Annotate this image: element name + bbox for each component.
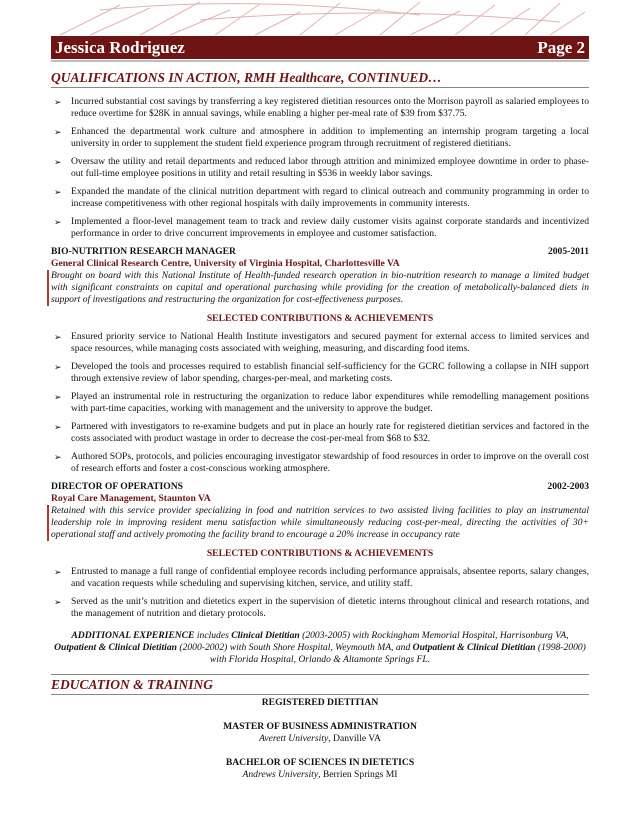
additional-experience-label: ADDITIONAL EXPERIENCE bbox=[71, 630, 195, 641]
header-decoration bbox=[0, 0, 638, 40]
degree: BACHELOR OF SCIENCES IN DIETETICS bbox=[225, 757, 415, 768]
qualifications-list bbox=[51, 96, 589, 240]
school: Averett University, Danville VA bbox=[259, 733, 381, 744]
arrow-bullet-icon: ➢ bbox=[54, 392, 62, 402]
list-item: ➢ Authored SOPs, protocols, and policies encouraging investigator stewardship of food resources in order to improve on the overall cost of research efforts and foster a cost-conscious working atmosphere. bbox=[54, 451, 589, 474]
additional-experience: ADDITIONAL EXPERIENCE includes Clinical Dietitian (2003-2005) with Rockingham Memorial Hospital, Harrisonburg VA, Outpatient & Clinical Dietitian (2000-2002) with South Shore Hospital, Weymouth MA, and Outpatient & Clinical Dietitian (1998-2000) with Florida Hospital, Orlando & Altamonte Springs FL. bbox=[54, 630, 586, 665]
employer: Royal Care Management, Staunton VA bbox=[51, 493, 211, 504]
list-item: ➢ Partnered with investigators to re-examine budgets and put in place an hourly rate for registered dietitian services and factored in the costs associated with product wastage in order to decrease the cost-per-meal from $68 to $32. bbox=[54, 421, 589, 444]
arrow-bullet-icon: ➢ bbox=[54, 332, 62, 342]
list-item: ➢ Expanded the mandate of the clinical nutrition department with regard to clinical outreach and community programming in order to increase competitiveness with other regional hospitals with daily improvements in community interests. bbox=[54, 186, 589, 209]
arrow-bullet-icon: ➢ bbox=[54, 217, 62, 227]
list-item: ➢ Developed the tools and processes required to establish financial self-sufficiency for the GCRC following a collapse in NIH support through extensive review of labor spending, charges-per-meal, and marketing costs. bbox=[54, 361, 589, 384]
job-summary: Retained with this service provider specializing in food and nutrition services to two assisted living facilities to play an instrumental leadership role in improving resident menu satisfaction while simultaneously reducing cost-per-meal, directing the activities of 30+ operational staff and actively promoting the facility brand to encourage a 20% increase in occupancy rate bbox=[47, 505, 589, 541]
contributions-heading: SELECTED CONTRIBUTIONS & ACHIEVEMENTS bbox=[206, 548, 434, 559]
arrow-bullet-icon: ➢ bbox=[54, 567, 62, 577]
job-achievements-list bbox=[51, 331, 589, 475]
name-bar bbox=[51, 36, 589, 59]
list-item: ➢ Ensured priority service to National Health Institute investigators and secured payment for external access to limited services and space resources, while managing costs associated with weighing, measuring, and discarding food items. bbox=[54, 331, 589, 354]
job-title: DIRECTOR OF OPERATIONS bbox=[51, 481, 184, 492]
arrow-bullet-icon: ➢ bbox=[54, 362, 62, 372]
education-heading: EDUCATION & TRAINING bbox=[51, 674, 589, 695]
list-item: ➢ Entrusted to manage a full range of confidential employee records including performance appraisals, absentee reports, salary changes, and vacation requests while scheduling and supervising kitchen, service, and utility staff. bbox=[54, 566, 589, 589]
arrow-bullet-icon: ➢ bbox=[54, 187, 62, 197]
arrow-bullet-icon: ➢ bbox=[54, 97, 62, 107]
job-dates: 2002-2003 bbox=[547, 481, 589, 492]
education-section bbox=[51, 697, 589, 781]
contributions-heading: SELECTED CONTRIBUTIONS & ACHIEVEMENTS bbox=[206, 313, 434, 324]
job-summary: Brought on board with this National Institute of Health-funded research operation in bio-nutrition research to manage a limited budget with significant constraints on capital and operational purchasing while providing for the creation of metabolically-balanced diets in support of investigations and restructuring the organization for cost-effectiveness purposes. bbox=[47, 270, 589, 306]
list-item: ➢ Enhanced the departmental work culture and atmosphere in addition to implementing an internship program targeting a local university in order to supplement the student field experience program through recruitment of registered dietitians. bbox=[54, 126, 589, 149]
job-achievements-list bbox=[51, 566, 589, 620]
arrow-bullet-icon: ➢ bbox=[54, 157, 62, 167]
arrow-bullet-icon: ➢ bbox=[54, 597, 62, 607]
arrow-bullet-icon: ➢ bbox=[54, 422, 62, 432]
list-item: ➢ Oversaw the utility and retail departments and reduced labor through attrition and minimized employee downtime in order to phase-out full-time employee positions in utility and retail resulting in $536 in weekly labor savings. bbox=[54, 156, 589, 179]
degree: MASTER OF BUSINESS ADMINISTRATION bbox=[223, 721, 417, 732]
job-title: BIO-NUTRITION RESEARCH MANAGER bbox=[51, 246, 236, 257]
resume-content bbox=[51, 70, 589, 781]
list-item: ➢ Incurred substantial cost savings by transferring a key registered dietitian resources onto the Morrison payroll as salaried employees to reduce overtime for $28K in annual savings, while enabling a higher per-meal rate of $39 from $37.75. bbox=[54, 96, 589, 119]
page-number: Page 2 bbox=[537, 37, 585, 57]
qualifications-heading: QUALIFICATIONS IN ACTION, RMH Healthcare, CONTINUED… bbox=[51, 70, 589, 88]
arrow-bullet-icon: ➢ bbox=[54, 452, 62, 462]
job-header bbox=[51, 481, 589, 493]
job-dates: 2005-2011 bbox=[547, 246, 589, 257]
arrow-bullet-icon: ➢ bbox=[54, 127, 62, 137]
list-item: ➢ Implemented a floor-level management team to track and review daily customer visits against corporate standards and incentivized performance in order to drive concurrent improvements in employee and customer satisfaction. bbox=[54, 216, 589, 239]
candidate-name: Jessica Rodriguez bbox=[55, 37, 185, 57]
credential: REGISTERED DIETITIAN bbox=[261, 697, 379, 708]
employer: General Clinical Research Centre, University of Virginia Hospital, Charlottesville VA bbox=[51, 258, 400, 269]
job-header bbox=[51, 246, 589, 258]
list-item: ➢ Served as the unit’s nutrition and dietetics expert in the supervision of dietetic interns throughout clinical and research rotations, and the management of nutrition and dietary protocols. bbox=[54, 596, 589, 619]
name-bar-underline bbox=[51, 60, 589, 62]
list-item: ➢ Played an instrumental role in restructuring the organization to reduce labor expenditures while remodelling management positions with part-time capacities, working with management and the university to approve the budget. bbox=[54, 391, 589, 414]
school: Andrews University, Berrien Springs MI bbox=[242, 769, 398, 780]
